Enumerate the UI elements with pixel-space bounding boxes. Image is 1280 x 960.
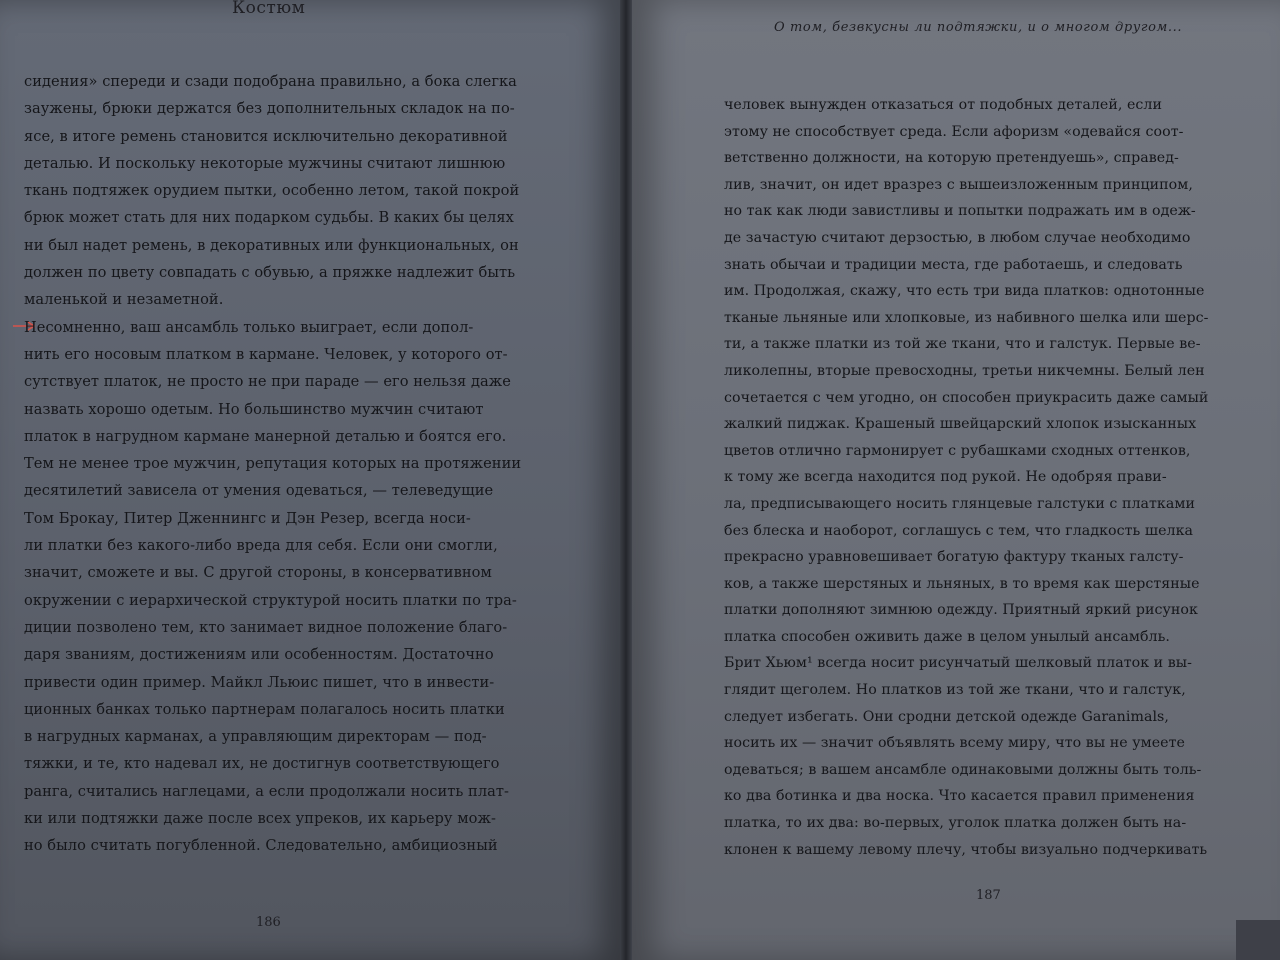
- text-line: Тем не менее трое мужчин, репутация которых на протяжении: [24, 455, 522, 473]
- text-line: окружении с иерархической структурой носить платки по тра-: [24, 591, 517, 609]
- text-line: знать обычаи и традиции места, где работаешь, и следовать: [724, 256, 1183, 273]
- right-body-text: [724, 92, 1256, 863]
- text-line: лив, значит, он идет вразрез с вышеизложенным принципом,: [724, 176, 1193, 193]
- text-line: ранга, считались наглецами, а если продолжали носить плат-: [24, 782, 510, 800]
- text-line: платка, то их два: во-первых, уголок платка должен быть на-: [724, 815, 1187, 832]
- text-line: ла, предписывающего носить глянцевые галстуки с платками: [724, 495, 1195, 512]
- text-line: диции позволено тем, кто занимает видное положение благо-: [24, 618, 508, 636]
- text-line: тяжки, и те, кто надевал их, не достигнув соответствующего: [24, 755, 500, 773]
- text-line: должен по цвету совпадать с обувью, а пряжке надлежит быть: [24, 264, 516, 282]
- text-line: человек вынужден отказаться от подобных деталей, если: [724, 97, 1162, 113]
- text-line: но было считать погубленной. Следовательно, амбициозный: [24, 837, 498, 855]
- text-line: платки дополняют зимнюю одежду. Приятный яркий рисунок: [724, 602, 1198, 619]
- text-line: ков, а также шерстяных и льняных, в то время как шерстяные: [724, 575, 1200, 592]
- text-line: ни был надет ремень, в декоративных или функциональных, он: [24, 236, 519, 254]
- text-line: ко два ботинка и два носка. Что касается правил применения: [724, 788, 1195, 805]
- book-gutter: [620, 0, 632, 960]
- text-line: ветственно должности, на которую претендуешь», справед-: [724, 150, 1179, 167]
- text-line: в нагрудных карманах, а управляющим директорам — под-: [24, 728, 487, 746]
- text-line: жалкий пиджак. Крашеный швейцарский хлопок изысканных: [724, 416, 1197, 433]
- left-body-text: [24, 68, 548, 860]
- text-line: де зачастую считают дерзостью, в любом случае необходимо: [724, 229, 1191, 246]
- text-line: заужены, брюки держатся без дополнительных складок на по-: [24, 100, 515, 118]
- text-line: глядит щеголем. Но платков из той же ткани, что и галстук,: [724, 682, 1186, 699]
- text-line: прекрасно уравновешивает богатую фактуру тканых галсту-: [724, 549, 1184, 566]
- text-line: Том Брокау, Питер Дженнингс и Дэн Резер, всегда носи-: [24, 509, 471, 527]
- text-line: цветов отлично гармонирует с рубашками сходных оттенков,: [724, 442, 1191, 459]
- text-line: сутствует платок, не просто не при параде — его нельзя даже: [24, 373, 511, 391]
- text-line: Несомненно, ваш ансамбль только выиграет, если допол-: [24, 318, 474, 336]
- text-line: значит, сможете и вы. С другой стороны, в консервативном: [24, 564, 492, 582]
- text-line: ти, а также платки из той же ткани, что и галстук. Первые ве-: [724, 336, 1201, 353]
- left-page-number: 186: [256, 915, 281, 930]
- text-line: сочетается с чем угодно, он способен приукрасить даже самый: [724, 389, 1209, 406]
- right-page-number: 187: [976, 888, 1001, 903]
- text-line: привести один пример. Майкл Льюис пишет, что в инвести-: [24, 673, 495, 691]
- text-line: назвать хорошо одетым. Но большинство мужчин считают: [24, 400, 484, 418]
- text-line: ясе, в итоге ремень становится исключительно декоративной: [24, 127, 508, 145]
- text-line: ки или подтяжки даже после всех упреков, их карьеру мож-: [24, 810, 496, 828]
- cover-edge: [1236, 920, 1280, 960]
- text-line: нить его носовым платком в кармане. Человек, у которого от-: [24, 345, 508, 363]
- text-line: носить их — значит объявлять всему миру, что вы не умеете: [724, 735, 1185, 752]
- text-line: Брит Хьюм¹ всегда носит рисунчатый шелковый платок и вы-: [724, 655, 1192, 672]
- text-line: десятилетий зависела от умения одеваться, — телеведущие: [24, 482, 494, 500]
- text-line: маленькой и незаметной.: [24, 291, 224, 309]
- right-page: [632, 0, 1280, 960]
- right-running-head: О том, безвкусны ли подтяжки, и о многом другом...: [774, 20, 1183, 35]
- text-line: сидения» спереди и сзади подобрана правильно, а бока слегка: [24, 73, 517, 90]
- left-running-head: Костюм: [232, 0, 306, 18]
- text-line: тканые льняные или хлопковые, из набивного шелка или шерс-: [724, 309, 1209, 326]
- text-line: ликолепны, вторые превосходны, третьи никчемны. Белый лен: [724, 362, 1205, 379]
- text-line: одеваться; в вашем ансамбле одинаковыми должны быть толь-: [724, 761, 1202, 778]
- text-line: даря званиям, достижениям или особенностям. Достаточно: [24, 646, 494, 664]
- left-page: [0, 0, 620, 960]
- text-line: брюк может стать для них подарком судьбы. В каких бы целях: [24, 209, 514, 227]
- text-line: ли платки без какого-либо вреда для себя. Если они смогли,: [24, 537, 498, 555]
- text-line: без блеска и наоборот, соглашусь с тем, что гладкость шелка: [724, 522, 1194, 539]
- text-line: но так как люди завистливы и попытки подражать им в одеж-: [724, 203, 1196, 220]
- text-line: клонен к вашему левому плечу, чтобы визуально подчеркивать: [724, 841, 1208, 858]
- text-line: деталью. И поскольку некоторые мужчины считают лишнюю: [24, 154, 506, 172]
- text-line: платок в нагрудном кармане манерной деталью и боятся его.: [24, 427, 507, 445]
- text-line: этому не способствует среда. Если афоризм «одевайся соот-: [724, 123, 1184, 140]
- text-line: ткань подтяжек орудием пытки, особенно летом, такой покрой: [24, 182, 520, 200]
- text-line: к тому же всегда находится под рукой. Не одобряя прави-: [724, 469, 1167, 486]
- text-line: следует избегать. Они сродни детской одежде Garanimals,: [724, 708, 1169, 725]
- text-line: ционных банках только партнерам полагалось носить платки: [24, 700, 505, 718]
- text-line: платка способен оживить даже в целом унылый ансамбль.: [724, 628, 1170, 645]
- text-line: им. Продолжая, скажу, что есть три вида платков: однотонные: [724, 283, 1205, 300]
